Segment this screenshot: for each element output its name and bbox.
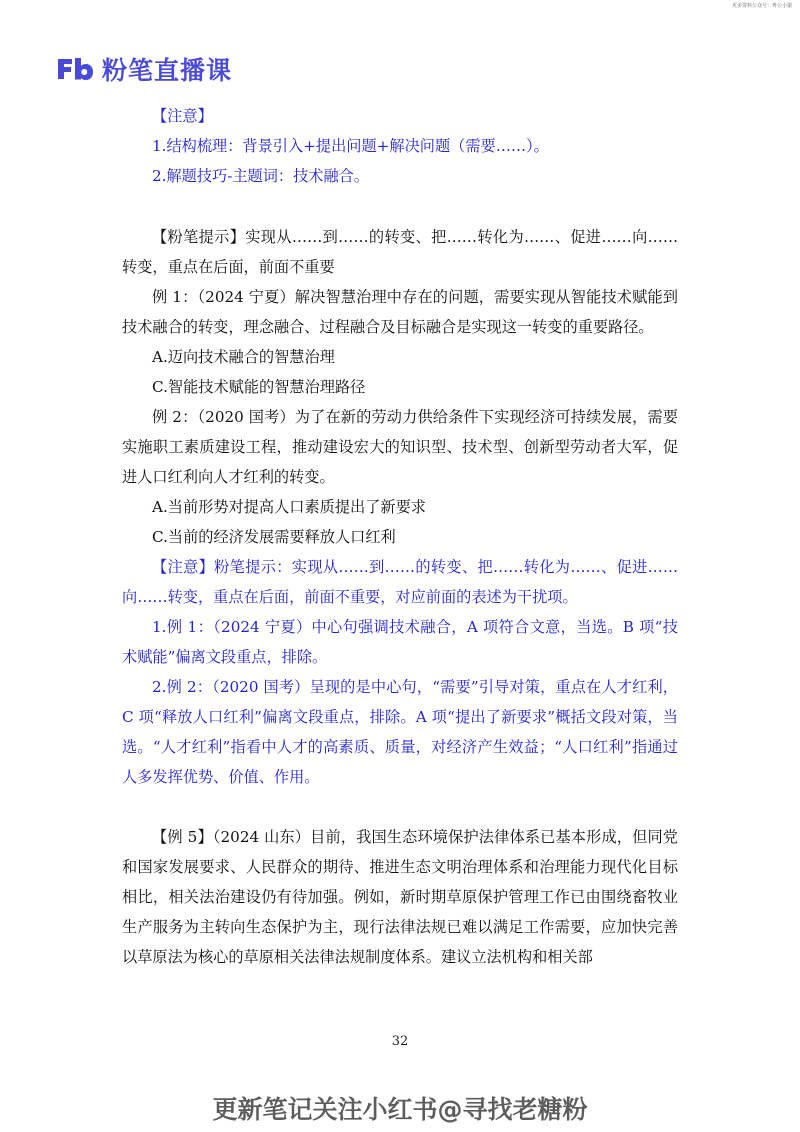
example5-text: 【例 5】（2024 山东）目前，我国生态环境保护法律体系已基本形成，但同党和国家发展要求、人民群众的期待、推进生态文明治理体系和治理能力现代化目标相比，相关法治建设仍有待加强。例如，新时期草原保护管理工作已由围绕畜牧业生产服务为主转向生态保护为主，现行法律法规已难以满足工作需要，应加快完善以草原法为核心的草原相关法律法规制度体系。建议立法机构和相关部 [122,828,678,966]
note2-item1: 1.例 1：（2024 宁夏）中心句强调技术融合，A 项符合文意，当选。B 项“技术赋能”偏离文段重点，排除。 [122,618,678,666]
example2-option-c: C.当前的经济发展需要释放人口红利 [152,528,396,546]
top-corner-note: 更多资料公众号：粤公小猿 [731,3,792,9]
example1-option-a: A.迈向技术融合的智慧治理 [152,348,335,366]
brand-logo [56,52,232,86]
example2-question: 例 2：（2020 国考）为了在新的劳动力供给条件下实现经济可持续发展，需要实施职工素质建设工程，推动建设宏大的知识型、技术型、创新型劳动者大军，促进人口红利向人才红利的转变。 [122,408,678,486]
fb-logo-icon [56,56,94,82]
watermark-text: 更新笔记关注小红书@寻找老糖粉 [212,1095,588,1124]
note1-item1: 1.结构梳理：背景引入+提出问题+解决问题（需要……）。 [152,137,549,155]
example1-option-c: C.智能技术赋能的智慧治理路径 [152,378,366,396]
page-number: 32 [391,1034,409,1049]
spacer [122,191,678,222]
brand-name: 粉笔直播课 [102,56,233,85]
note2-item2: 2.例 2：（2020 国考）呈现的是中心句，“需要”引导对策，重点在人才红利，C 项“释放人口红利”偏离文段重点，排除。A 项“提出了新要求”概括文段对策，当选。“人才红利”指看中人才的高素质、质量，对经济产生效益；“人口红利”指通过人多发挥优势、价值、作用。 [122,678,678,786]
note2-intro: 【注意】粉笔提示：实现从……到……的转变、把……转化为……、促进……向……转变，重点在后面，前面不重要，对应前面的表述为干扰项。 [122,558,678,606]
example1-question: 例 1：（2024 宁夏）解决智慧治理中存在的问题，需要实现从智能技术赋能到技术融合的转变，理念融合、过程融合及目标融合是实现这一转变的重要路径。 [122,288,678,336]
document-body [122,101,678,972]
example2-option-a: A.当前形势对提高人口素质提出了新要求 [152,498,426,516]
spacer [122,792,678,822]
note1-title: 【注意】 [152,107,213,125]
note1-item2: 2.解题技巧-主题词：技术融合。 [152,167,370,185]
fenbi-tip: 【粉笔提示】实现从……到……的转变、把……转化为……、促进……向……转变，重点在后面，前面不重要 [122,228,678,276]
